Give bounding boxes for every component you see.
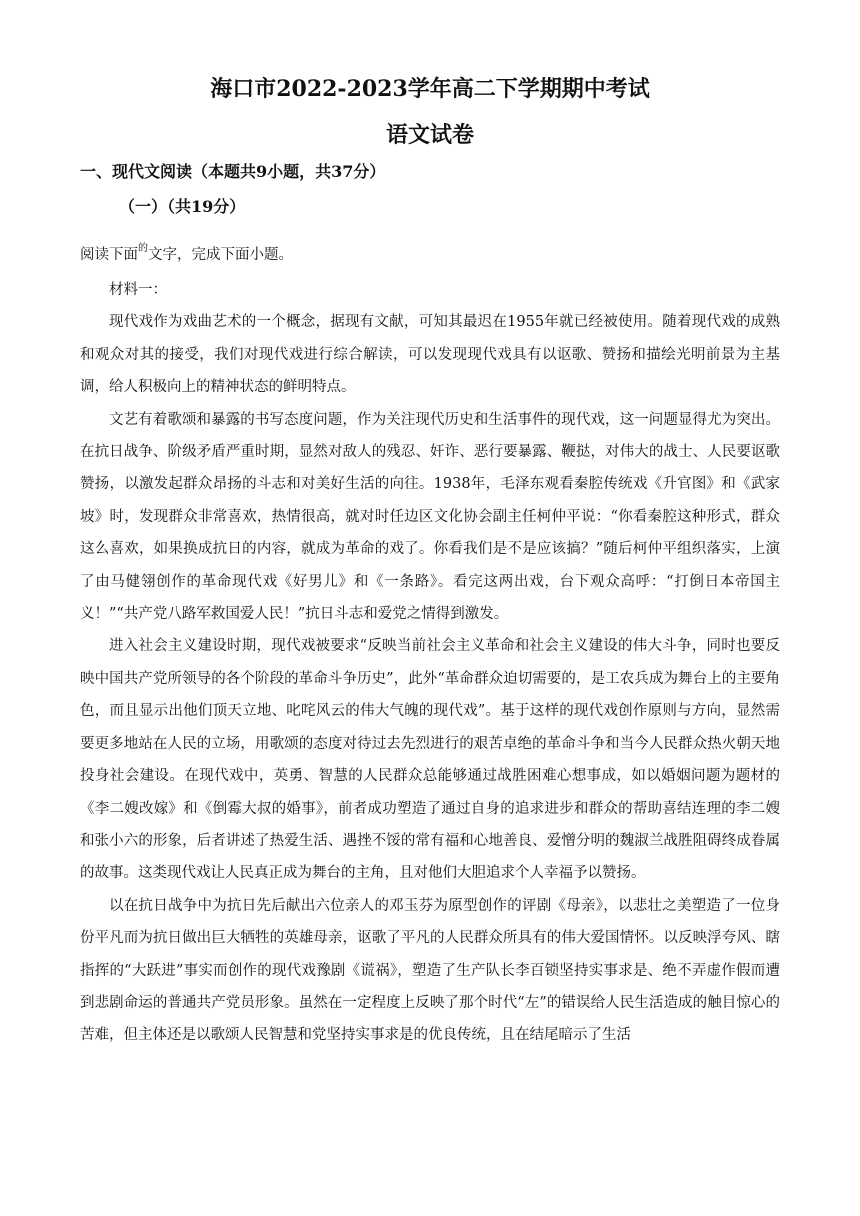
passage-paragraph-1: 现代戏作为戏曲艺术的一个概念，据现有文献，可知其最迟在1955年就已经被使用。随着现代戏的成熟和观众对其的接受，我们对现代戏进行综合解读，可以发现现代戏具有以讴歌、赞扬和描绘光明前景为主基调，给人积极向上的精神状态的鲜明特点。 xyxy=(80,314,780,396)
instruction-text-before: 阅读下面 xyxy=(80,247,138,263)
instruction-text-after: 文字，完成下面小题。 xyxy=(148,247,293,263)
instruction-superscript: 的 xyxy=(138,243,148,254)
section-heading: 一、现代文阅读（本题共9小题，共37分） xyxy=(80,162,386,181)
passage-paragraph-4: 以在抗日战争中为抗日先后献出六位亲人的邓玉芬为原型创作的评剧《母亲》，以悲壮之美塑造了一位身份平凡而为抗日做出巨大牺牲的英雄母亲，讴歌了平凡的人民群众所具有的伟大爱国情怀。以反映浮夸风、瞎指挥的“大跃进”事实而创作的现代戏豫剧《谎祸》，塑造了生产队长李百锁坚持实事求是、绝不弄虚作假而遭到悲剧命运的普通共产党员形象。虽然在一定程度上反映了那个时代“左”的错误给人民生活造成的触目惊心的苦难，但主体还是以歌颂人民智慧和党坚持实事求是的优良传统，且在结尾暗示了生活 xyxy=(80,897,780,1044)
material-label: 材料一： xyxy=(109,282,167,298)
exam-subtitle: 语文试卷 xyxy=(385,122,474,148)
passage-body xyxy=(80,274,780,1052)
reading-instruction xyxy=(80,237,293,267)
passage-paragraph-2: 文艺有着歌颂和暴露的书写态度问题，作为关注现代历史和生活事件的现代戏，这一问题显得尤为突出。在抗日战争、阶级矛盾严重时期，显然对敌人的残忍、奸诈、恶行要暴露、鞭挞，对伟大的战士、人民要讴歌赞扬，以激发起群众昂扬的斗志和对美好生活的向往。1938年，毛泽东观看秦腔传统戏《升官图》和《武家坡》时，发现群众非常喜欢，热情很高，就对时任边区文化协会副主任柯仲平说：“你看秦腔这种形式，群众这么喜欢，如果换成抗日的内容，就成为革命的戏了。你看我们是不是应该搞？”随后柯仲平组织落实，上演了由马健翎创作的革命现代戏《好男儿》和《一条路》。看完这两出戏，台下观众高呼：“打倒日本帝国主义！”“共产党八路军救国爱人民！”抗日斗志和爱党之情得到激发。 xyxy=(80,411,780,623)
exam-title: 海口市2022-2023学年高二下学期期中考试 xyxy=(210,76,650,102)
passage-paragraph-3: 进入社会主义建设时期，现代戏被要求“反映当前社会主义革命和社会主义建设的伟大斗争，同时也要反映中国共产党所领导的各个阶段的革命斗争历史”，此外“革命群众迫切需要的，是工农兵成为舞台上的主要角色，而且显示出他们顶天立地、叱咤风云的伟大气魄的现代戏”。基于这样的现代戏创作原则与方向，显然需要更多地站在人民的立场，用歌颂的态度对待过去先烈进行的艰苦卓绝的革命斗争和当今人民群众热火朝天地投身社会建设。在现代戏中，英勇、智慧的人民群众总能够通过战胜困难心想事成，如以婚姻问题为题材的《李二嫂改嫁》和《倒霉大叔的婚事》，前者成功塑造了通过自身的追求进步和群众的帮助喜结连理的李二嫂和张小六的形象，后者讲述了热爱生活、遇挫不馁的常有福和心地善良、爱憎分明的魏淑兰战胜阻碍终成眷属的故事。这类现代戏让人民真正成为舞台的主角，且对他们大胆追求个人幸福予以赞扬。 xyxy=(80,638,780,882)
subsection-heading: （一）（共19分） xyxy=(119,197,246,216)
